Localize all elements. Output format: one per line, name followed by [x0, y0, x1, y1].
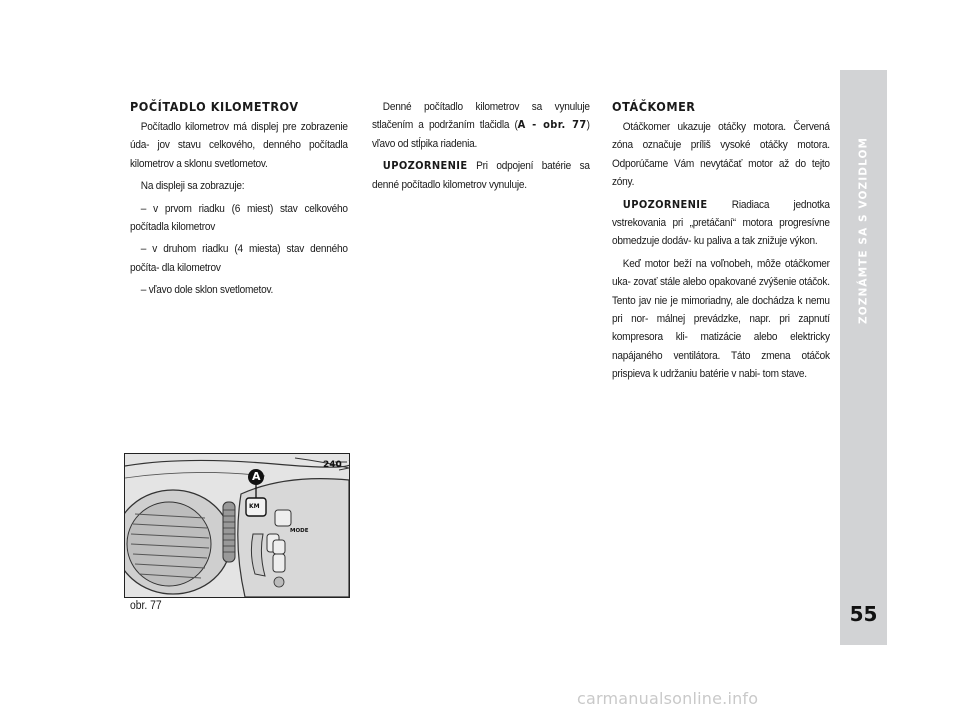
chapter-title: ZOZNÁMTE SA S VOZIDLOM — [857, 136, 870, 324]
callout-label: A — [252, 470, 261, 483]
paragraph: Keď motor beží na voľnobeh, môže otáčkomer uka- zovať stále alebo opakované zvýšenie otáčok. Tento jav nie je mimoriadny, ale dochádza k nemu pri nor- málnej prevádzke, napr. pri zapnutí kompresora kli- matizácie alebo elektricky napájaného ventilátora. Táto zmena otáčok prispieva k udržaniu batérie v nabi- tom stave. — [612, 257, 830, 381]
figure-dashboard-illustration — [124, 453, 350, 598]
list-item: – v prvom riadku (6 miest) stav celkového počítadla kilometrov — [130, 202, 348, 234]
paragraph — [372, 98, 590, 153]
watermark: carmanualsonline.info — [577, 689, 759, 708]
warning-keyword: UPOZORNENIE — [622, 197, 708, 211]
text-run: Denné počítadlo kilometrov sa vynuluje stlačením a podržaním tlačidla ( — [372, 101, 590, 132]
figure-reference: A - obr. 77 — [517, 118, 587, 132]
warning-text: Riadiaca jednotka vstrekovania pri „pretáčaní“ motora progresívne obmedzuje dodáv- ku paliva a tak znižuje výkon. — [612, 198, 830, 248]
gauge-label: 240 — [323, 460, 342, 470]
dashboard-drawing — [125, 454, 349, 597]
warning-text: Pri odpojení batérie sa denné počítadlo kilometrov vynuluje. — [372, 160, 590, 191]
list-item: – vľavo dole sklon svetlometov. — [140, 284, 274, 297]
column-2 — [372, 98, 590, 198]
list-item: – v druhom riadku (4 miesta) stav denného počíta- dla kilometrov — [130, 243, 348, 274]
figure-caption: obr. 77 — [130, 600, 162, 612]
paragraph: Otáčkomer ukazuje otáčky motora. Červená zóna označuje príliš vysoké otáčky motora. Odporúčame Vám nevytáčať motor až do tejto zóny. — [612, 121, 830, 189]
warning-paragraph — [612, 196, 830, 251]
warning-paragraph — [372, 157, 590, 194]
section-heading: POČÍTADLO KILOMETROV — [130, 99, 299, 114]
mode-button-label: MODE — [290, 528, 309, 534]
paragraph: Na displeji sa zobrazuje: — [140, 180, 245, 193]
chapter-sidebar — [840, 70, 887, 645]
column-1 — [130, 98, 348, 304]
column-3 — [612, 98, 830, 388]
km-button-label: KM — [249, 503, 260, 510]
page-number: 55 — [849, 602, 878, 626]
section-heading: OTÁČKOMER — [612, 99, 696, 114]
text-run: ) vľavo od stĺpika riadenia. — [372, 119, 590, 150]
warning-keyword: UPOZORNENIE — [382, 159, 468, 173]
paragraph: Počítadlo kilometrov má displej pre zobrazenie úda- jov stavu celkového, denného počítadla kilometrov a sklonu svetlometov. — [130, 121, 348, 170]
